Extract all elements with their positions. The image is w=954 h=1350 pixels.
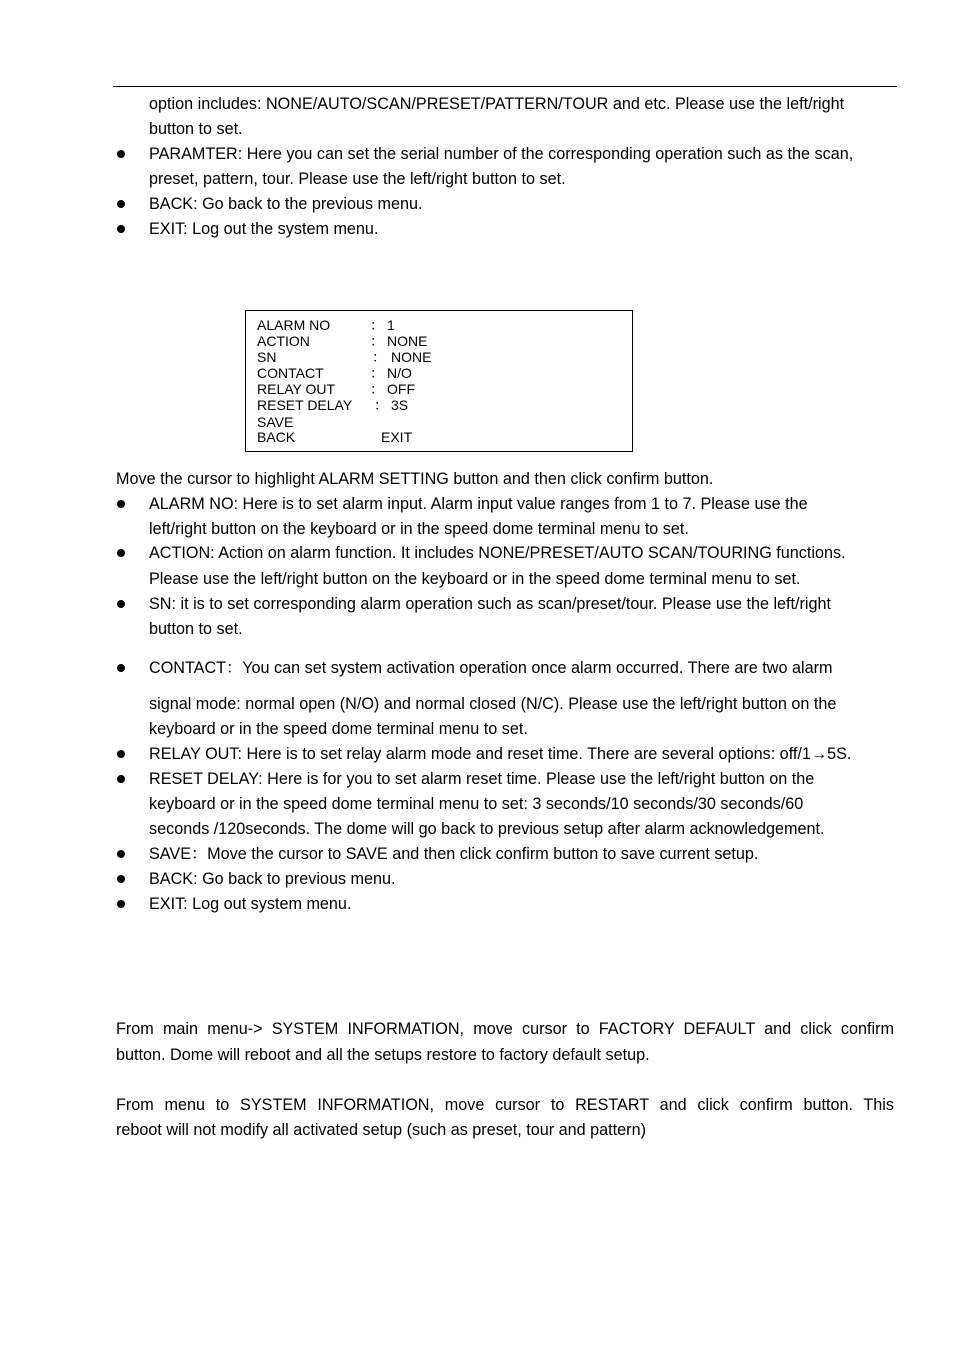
menu-colon: ：: [370, 333, 384, 349]
menu-value: OFF: [387, 381, 415, 397]
alarm-no-line-2: left/right button on the keyboard or in the speed dome terminal menu to set.: [149, 520, 689, 538]
bullet-icon: [117, 549, 125, 557]
menu-colon: ：: [370, 317, 384, 333]
menu-row-reset-delay: [246, 397, 632, 413]
factory-default-text-1: From main menu-> SYSTEM INFORMATION, move cursor to FACTORY DEFAULT and click confirm: [116, 1020, 894, 1038]
menu-row-contact: [246, 365, 632, 381]
exit-description-2: EXIT: Log out system menu.: [149, 895, 352, 913]
menu-value: NONE: [387, 333, 428, 349]
bullet-icon: [117, 664, 125, 672]
menu-row-save: [246, 414, 632, 430]
relay-out-line-1: RELAY OUT: Here is to set relay alarm mode and reset time. There are several options: off/1→5S.: [149, 745, 852, 763]
menu-colon: ：: [374, 397, 388, 413]
back-description: BACK: Go back to the previous menu.: [149, 195, 423, 213]
menu-label: ACTION: [257, 333, 310, 349]
menu-label: CONTACT: [257, 365, 324, 381]
alarm-intro: Move the cursor to highlight ALARM SETTING button and then click confirm button.: [116, 470, 714, 488]
menu-value: NONE: [391, 349, 432, 365]
menu-value: 3S: [391, 397, 409, 413]
menu-row-action: [246, 333, 632, 349]
alarm-no-line-1: ALARM NO: Here is to set alarm input. Alarm input value ranges from 1 to 7. Please use the: [149, 495, 808, 513]
bullet-icon: [117, 225, 125, 233]
bullet-icon: [117, 750, 125, 758]
continuation-line-2: button to set.: [149, 120, 243, 138]
contact-line-2: signal mode: normal open (N/O) and normal closed (N/C). Please use the left/right button on the: [149, 695, 837, 713]
menu-colon: ：: [370, 381, 384, 397]
bullet-icon: [117, 500, 125, 508]
menu-value: N/O: [387, 365, 412, 381]
alarm-setting-menu: [245, 310, 633, 452]
reset-delay-line-1: RESET DELAY: Here is for you to set alarm reset time. Please use the left/right button on the: [149, 770, 815, 788]
menu-colon: ：: [372, 349, 386, 365]
restart-text-1: From menu to SYSTEM INFORMATION, move cursor to RESTART and click confirm button. This: [116, 1096, 894, 1114]
header-rule: [113, 86, 897, 87]
menu-colon: ：: [370, 365, 384, 381]
paramter-line-2: preset, pattern, tour. Please use the left/right button to set.: [149, 170, 566, 188]
save-description: SAVE：Move the cursor to SAVE and then click confirm button to save current setup.: [149, 845, 759, 863]
menu-row-sn: [246, 349, 632, 365]
menu-label: BACK: [257, 429, 296, 445]
bullet-icon: [117, 600, 125, 608]
exit-description: EXIT: Log out the system menu.: [149, 220, 379, 238]
factory-default-line-1: [116, 1016, 894, 1042]
menu-label: RESET DELAY: [257, 397, 353, 413]
contact-line-1: CONTACT：You can set system activation operation once alarm occurred. There are two alarm: [149, 659, 833, 677]
restart-line-1: [116, 1092, 894, 1118]
menu-label: RELAY OUT: [257, 381, 336, 397]
action-line-2: Please use the left/right button on the keyboard or in the speed dome terminal menu to set.: [149, 570, 801, 588]
menu-label: ALARM NO: [257, 317, 331, 333]
bullet-icon: [117, 875, 125, 883]
contact-line-3: keyboard or in the speed dome terminal menu to set.: [149, 720, 528, 738]
menu-row-relay-out: [246, 381, 632, 397]
menu-label: SN: [257, 349, 277, 365]
reset-delay-line-2: keyboard or in the speed dome terminal menu to set: 3 seconds/10 seconds/30 seconds/60: [149, 795, 804, 813]
menu-label: SAVE: [257, 414, 294, 430]
bullet-icon: [117, 900, 125, 908]
action-line-1: ACTION: Action on alarm function. It includes NONE/PRESET/AUTO SCAN/TOURING functions.: [149, 544, 846, 562]
menu-row-back-exit: [246, 429, 632, 445]
sn-line-2: button to set.: [149, 620, 243, 638]
bullet-icon: [117, 200, 125, 208]
factory-default-line-2: button. Dome will reboot and all the setups restore to factory default setup.: [116, 1046, 650, 1064]
restart-line-2: reboot will not modify all activated setup (such as preset, tour and pattern): [116, 1121, 646, 1139]
paramter-line-1: PARAMTER: Here you can set the serial number of the corresponding operation such as the scan,: [149, 145, 854, 163]
bullet-icon: [117, 150, 125, 158]
bullet-icon: [117, 850, 125, 858]
back-description-2: BACK: Go back to previous menu.: [149, 870, 396, 888]
bullet-icon: [117, 775, 125, 783]
continuation-line-1: option includes: NONE/AUTO/SCAN/PRESET/PATTERN/TOUR and etc. Please use the left/right: [149, 95, 845, 113]
reset-delay-line-3: seconds /120seconds. The dome will go back to previous setup after alarm acknowledgement.: [149, 820, 825, 838]
menu-value: 1: [387, 317, 395, 333]
sn-line-1: SN: it is to set corresponding alarm operation such as scan/preset/tour. Please use the left/right: [149, 595, 832, 613]
menu-row-alarm-no: [246, 317, 632, 333]
menu-value: EXIT: [381, 429, 413, 445]
